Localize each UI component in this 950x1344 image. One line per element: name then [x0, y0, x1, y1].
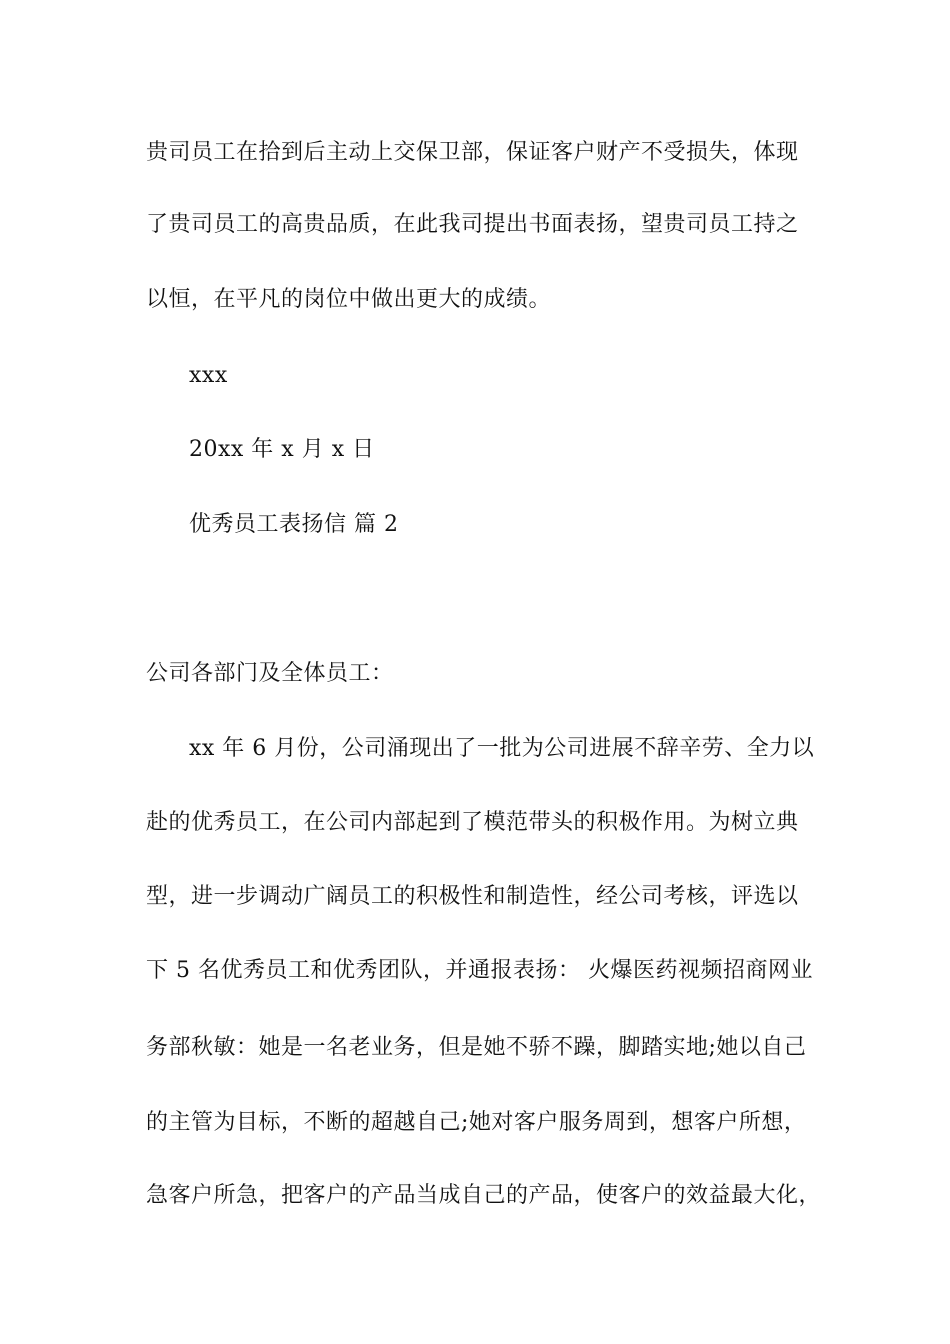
paragraph-line: 赴的优秀员工，在公司内部起到了模范带头的积极作用。为树立典 — [146, 810, 799, 835]
paragraph-line: 以恒，在平凡的岗位中做出更大的成绩。 — [146, 287, 552, 312]
signature-date: 20xx 年 x 月 x 日 — [189, 437, 375, 462]
paragraph-line: 的主管为目标，不断的超越自己;她对客户服务周到，想客户所想， — [146, 1110, 807, 1135]
paragraph-line: xx 年 6 月份，公司涌现出了一批为公司进展不辞辛劳、全力以 — [189, 736, 815, 761]
paragraph-line: 下 5 名优秀员工和优秀团队，并通报表扬： 火爆医药视频招商网业 — [146, 958, 813, 983]
signature-name: xxx — [189, 363, 228, 388]
salutation: 公司各部门及全体员工： — [146, 661, 394, 686]
paragraph-line: 了贵司员工的高贵品质，在此我司提出书面表扬，望贵司员工持之 — [146, 212, 799, 237]
paragraph-line: 急客户所急，把客户的产品当成自己的产品，使客户的效益最大化， — [146, 1183, 822, 1208]
paragraph-line: 贵司员工在拾到后主动上交保卫部，保证客户财产不受损失，体现 — [146, 140, 799, 165]
section-title: 优秀员工表扬信 篇 2 — [189, 512, 399, 537]
paragraph-line: 务部秋敏：她是一名老业务，但是她不骄不躁，脚踏实地;她以自己 — [146, 1035, 807, 1060]
paragraph-line: 型，进一步调动广阔员工的积极性和制造性，经公司考核，评选以 — [146, 884, 799, 909]
